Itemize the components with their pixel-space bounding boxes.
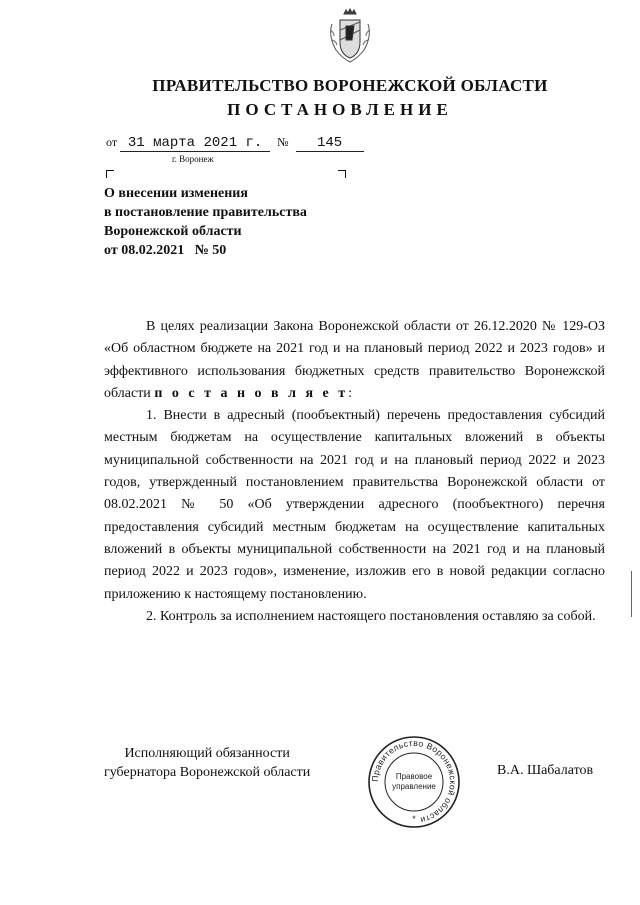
subject-line: от 08.02.2021 № 50 bbox=[104, 243, 227, 258]
legal-department-stamp-icon bbox=[366, 734, 462, 830]
resolves-word: п о с т а н о в л я е т bbox=[154, 385, 349, 401]
preamble-text: В целях реализации Закона Воронежской области от 26.12.2020 № 129-ОЗ «Об областном бюджете на 2021 год и на плановый период 2022 и 2023 годов» и эффективного использования бюджетных средств правительство Воронежской области bbox=[104, 319, 605, 401]
resolves-colon: : bbox=[348, 385, 353, 401]
subject-line: Воронежской области bbox=[104, 224, 242, 239]
document-date: 31 марта 2021 г. bbox=[120, 135, 270, 152]
subject-bracket-right bbox=[338, 170, 346, 178]
city-label: г. Воронеж bbox=[172, 154, 214, 164]
position-line: губернатора Воронежской области bbox=[104, 765, 311, 780]
document-subject bbox=[104, 184, 307, 260]
document-number: 145 bbox=[296, 135, 364, 152]
stamp-ring-text: Правительство Воронежской области bbox=[369, 737, 459, 826]
item-1-paragraph: 1. Внести в адресный (пообъектный) перечень предоставления субсидий местным бюджетам на осуществление капитальных вложений в объекты муниципальной собственности на 2021 год и на плановый период 2022 и 2023 годов, утвержденный постановлением правительства Воронежской области от 08.02.2021 № 50 «Об утверждении адресного (пообъектного) перечня предоставления субсидий местным бюджетам на осуществление капитальных вложений в объекты муниципальной собственности на 2021 год и на плановый период 2022 и 2023 годов», изменение, изложив его в новой редакции согласно приложению к настоящему постановлению. bbox=[104, 408, 605, 602]
registration-line bbox=[106, 135, 364, 152]
subject-line: в постановление правительства bbox=[104, 205, 307, 220]
stamp-center-line: управление bbox=[392, 782, 436, 791]
subject-line: О внесении изменения bbox=[104, 186, 248, 201]
item-2-paragraph: 2. Контроль за исполнением настоящего постановления оставляю за собой. bbox=[146, 608, 596, 624]
document-type: ПОСТАНОВЛЕНИЕ bbox=[227, 100, 453, 119]
preamble-paragraph bbox=[104, 316, 605, 405]
scan-margin-mark bbox=[631, 571, 632, 617]
position-line: Исполняющий обязанности bbox=[124, 746, 290, 761]
subject-bracket-left bbox=[106, 170, 114, 178]
date-prefix-label: от bbox=[106, 135, 118, 149]
stamp-star: * bbox=[412, 814, 416, 824]
voronezh-coat-of-arms-icon bbox=[326, 8, 374, 66]
stamp-center-line: Правовое bbox=[395, 772, 433, 781]
document-body bbox=[104, 316, 605, 628]
signatory-position bbox=[104, 744, 310, 782]
government-title: ПРАВИТЕЛЬСТВО ВОРОНЕЖСКОЙ ОБЛАСТИ bbox=[152, 76, 548, 95]
number-label: № bbox=[277, 135, 289, 149]
signatory-name: В.А. Шабалатов bbox=[497, 763, 594, 778]
